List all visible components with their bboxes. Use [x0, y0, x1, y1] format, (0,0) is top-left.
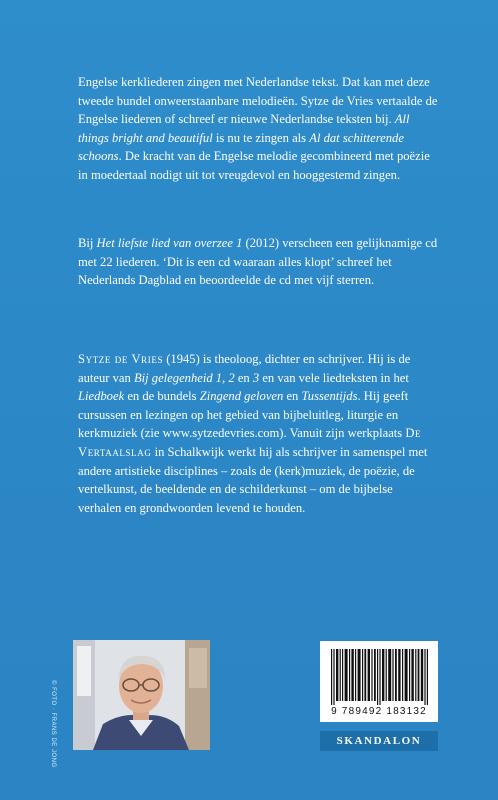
description-paragraph-1 [78, 73, 438, 185]
photo-credit: © FOTO · FRANS DE JONG [50, 680, 56, 768]
author-name: Sytze de Vries [78, 352, 164, 366]
isbn-barcode [320, 641, 438, 722]
text-run: (2012) verscheen een gelijknamige cd met 22 liederen. ‘Dit is een cd waaraan alles klopt’ schreef het Nederlands Dagblad en beoordeelde de cd met vijf sterren. [78, 236, 438, 288]
publisher-logo: SKANDALON [320, 731, 438, 751]
text-run: in Schalkwijk werkt hij als schrijver in samenspel met andere artistieke disciplines – zoals de (kerk)muziek, de poëzie, de vertelkunst, de beeldende en de schilderkunst – om de bijbelse verhalen en grondwoorden levend te houden. [78, 444, 428, 515]
author-photo [73, 640, 210, 750]
isbn-number: 9 789492 183132 [331, 706, 427, 717]
text-run: en de bundels [124, 389, 200, 404]
author-bio-paragraph [78, 350, 438, 517]
book-title: 3 [252, 370, 260, 385]
text-run: en [283, 389, 302, 404]
text-run: Bij [78, 236, 97, 250]
text-run: . Hij geeft cursussen en lezingen op het gebied van bijbeluitleg, liturgie en kerkmuziek (zie www.sytzedevries.com). Vanuit zijn werkplaats [78, 389, 409, 441]
text-run: . De kracht van de Engelse melodie gecombineerd met poëzie in moedertaal nodigt uit tot vreugdevol en hooggestemd zingen. [78, 149, 430, 182]
text-run: en [234, 370, 253, 385]
book-title: Zingend geloven [199, 389, 284, 404]
text-run: is nu te zingen als [212, 130, 310, 145]
text-run: en van vele liedteksten in het [259, 370, 409, 385]
text-run: Engelse kerkliederen zingen met Nederlandse tekst. Dat kan met deze tweede bundel onweerstaanbare melodieën. Sytze de Vries vertaalde de Engelse liederen of schreef er nieuwe Nederlandse teksten bij. [78, 75, 438, 127]
book-title: Het liefste lied van overzee 1 [96, 236, 243, 250]
book-title: Liedboek [78, 389, 125, 404]
text-run: (1945) is theoloog, dichter en schrijver. Hij is de auteur van [78, 352, 411, 385]
book-title: Bij gelegenheid 1, 2 [133, 370, 235, 385]
workplace-name: De Vertaalslag [78, 426, 422, 459]
book-title: Tussentijds [301, 389, 358, 404]
description-paragraph-2 [78, 234, 438, 290]
song-title-dutch: Al dat schitterende schoons [78, 130, 404, 164]
barcode-icon [329, 649, 429, 705]
song-title-english: All things bright and beautiful [78, 112, 410, 145]
author-portrait-illustration [73, 640, 210, 750]
